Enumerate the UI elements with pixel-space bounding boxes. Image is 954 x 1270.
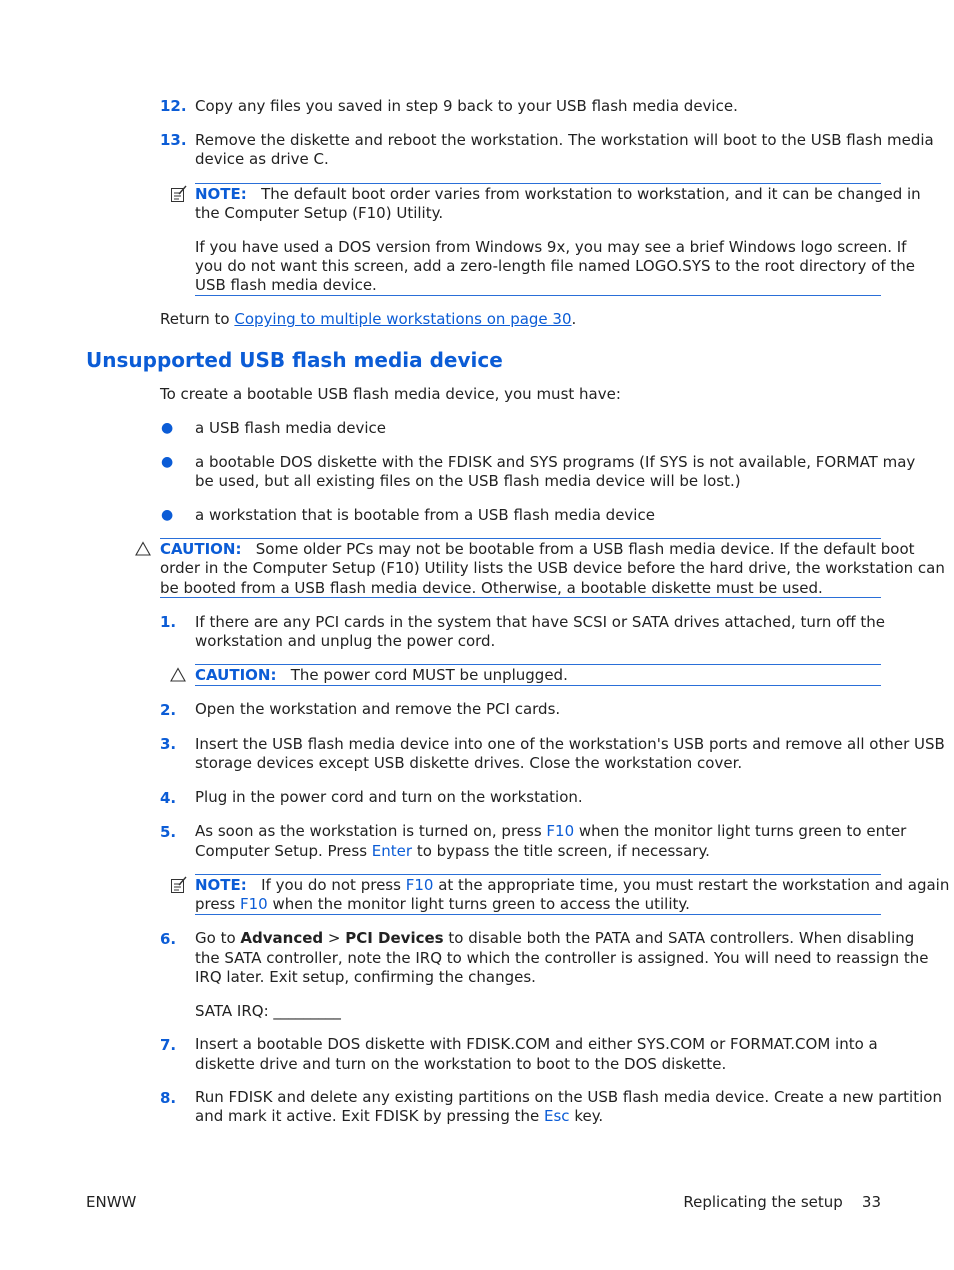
key-f10: F10 <box>546 822 575 840</box>
step-text-part: and mark it active. Exit FDISK by pressing the <box>195 1107 544 1125</box>
footer-section-title: Replicating the setup <box>683 1193 843 1211</box>
note-text: If you have used a DOS version from Windows 9x, you may see a brief Windows logo screen. If <box>195 238 907 256</box>
note-top-rule <box>195 874 881 875</box>
section-heading: Unsupported USB flash media device <box>86 348 503 372</box>
return-suffix: . <box>571 310 577 328</box>
step-text: workstation and unplug the power cord. <box>195 632 496 650</box>
footer-left: ENWW <box>86 1193 137 1211</box>
step-text: the SATA controller, note the IRQ to which the controller is assigned. You will need to reassign the <box>195 949 929 967</box>
step-text <box>195 929 914 948</box>
note-label: NOTE: <box>195 185 247 203</box>
return-prefix: Return to <box>160 310 235 328</box>
caution-label: CAUTION: <box>160 540 242 558</box>
step-text: Insert the USB flash media device into one of the workstation's USB ports and remove all other USB <box>195 735 945 753</box>
step-text-part: As soon as the workstation is turned on, press <box>195 822 547 840</box>
note-text: you do not want this screen, add a zero-length file named LOGO.SYS to the root directory of the <box>195 257 916 275</box>
caution-label: CAUTION: <box>195 666 277 684</box>
step-number: 4. <box>160 789 177 807</box>
sata-irq-field: SATA IRQ: _________ <box>195 1002 341 1020</box>
step-text <box>195 822 906 841</box>
intro-text: To create a bootable USB flash media device, you must have: <box>160 385 621 403</box>
note-text: If you do not press <box>261 876 406 894</box>
bullet-text: a workstation that is bootable from a USB flash media device <box>195 506 655 524</box>
note-text: when the monitor light turns green to access the utility. <box>267 895 690 913</box>
menu-pci-devices: PCI Devices <box>345 929 444 947</box>
bullet-text: a bootable DOS diskette with the FDISK and SYS programs (If SYS is not available, FORMAT may <box>195 453 916 471</box>
caution-triangle-icon <box>170 667 186 682</box>
bullet-icon: ● <box>161 420 174 436</box>
step-text: Open the workstation and remove the PCI cards. <box>195 700 561 718</box>
step-number: 7. <box>160 1036 177 1054</box>
step-text: diskette drive and turn on the workstation to boot to the DOS diskette. <box>195 1055 727 1073</box>
step-text: Plug in the power cord and turn on the workstation. <box>195 788 583 806</box>
step-text-part: Go to <box>195 929 241 947</box>
cross-reference-link[interactable]: Copying to multiple workstations on page 30 <box>234 310 572 328</box>
step-number: 13. <box>160 131 187 149</box>
caution-text: order in the Computer Setup (F10) Utility lists the USB device before the hard drive, the workstation can <box>160 559 945 577</box>
note-icon <box>170 876 188 894</box>
caution-text: The power cord MUST be unplugged. <box>290 666 568 684</box>
step-number: 2. <box>160 701 177 719</box>
caution-text: Some older PCs may not be bootable from a USB flash media device. If the default boot <box>255 540 915 558</box>
step-text: IRQ later. Exit setup, confirming the changes. <box>195 968 536 986</box>
note-icon <box>170 185 188 203</box>
bullet-icon: ● <box>161 507 174 523</box>
step-text-part: when the monitor light turns green to enter <box>574 822 907 840</box>
step-number: 3. <box>160 735 177 753</box>
key-enter: Enter <box>371 842 413 860</box>
note-label: NOTE: <box>195 876 247 894</box>
note-text: the Computer Setup (F10) Utility. <box>195 204 444 222</box>
page-number: 33 <box>861 1193 881 1211</box>
step-text: Run FDISK and delete any existing partitions on the USB flash media device. Create a new partition <box>195 1088 942 1106</box>
note-text: press <box>195 895 240 913</box>
step-text: Copy any files you saved in step 9 back to your USB flash media device. <box>195 97 738 115</box>
return-line <box>160 310 576 329</box>
step-text-part: Computer Setup. Press <box>195 842 372 860</box>
caution-text: be booted from a USB flash media device. Otherwise, a bootable diskette must be used. <box>160 579 823 597</box>
step-text: Remove the diskette and reboot the workstation. The workstation will boot to the USB flash media <box>195 131 934 149</box>
note-line <box>195 876 949 895</box>
step-text <box>195 842 710 861</box>
caution-bottom-rule <box>160 597 881 598</box>
step-text <box>195 1107 603 1126</box>
note-bottom-rule <box>195 914 881 915</box>
menu-separator: > <box>323 929 346 947</box>
caution-bottom-rule <box>195 685 881 686</box>
caution-triangle-icon <box>135 541 151 556</box>
note-text: USB flash media device. <box>195 276 377 294</box>
bullet-icon: ● <box>161 454 174 470</box>
step-number: 12. <box>160 97 187 115</box>
key-f10: F10 <box>405 876 434 894</box>
note-line <box>195 895 690 914</box>
step-number: 6. <box>160 930 177 948</box>
key-f10: F10 <box>240 895 268 913</box>
step-number: 5. <box>160 823 177 841</box>
caution-top-rule <box>195 664 881 665</box>
note-line <box>195 185 921 204</box>
step-text: storage devices except USB diskette drives. Close the workstation cover. <box>195 754 743 772</box>
key-esc: Esc <box>544 1107 570 1125</box>
menu-advanced: Advanced <box>240 929 324 947</box>
bullet-text: a USB flash media device <box>195 419 387 437</box>
step-number: 8. <box>160 1089 177 1107</box>
step-text-part: to disable both the PATA and SATA controllers. When disabling <box>443 929 915 947</box>
step-text: device as drive C. <box>195 150 329 168</box>
note-bottom-rule <box>195 295 881 296</box>
bullet-text: be used, but all existing files on the USB flash media device will be lost.) <box>195 472 741 490</box>
note-text: The default boot order varies from workstation to workstation, and it can be changed in <box>261 185 921 203</box>
footer-right <box>683 1193 881 1212</box>
step-text: If there are any PCI cards in the system that have SCSI or SATA drives attached, turn off the <box>195 613 886 631</box>
caution-line <box>160 540 915 559</box>
caution-top-rule <box>160 538 881 539</box>
step-text: Insert a bootable DOS diskette with FDISK.COM and either SYS.COM or FORMAT.COM into a <box>195 1035 878 1053</box>
note-text: at the appropriate time, you must restart the workstation and again <box>433 876 950 894</box>
step-number: 1. <box>160 613 177 631</box>
step-text-part: to bypass the title screen, if necessary. <box>412 842 710 860</box>
note-top-rule <box>195 183 881 184</box>
step-text-part: key. <box>569 1107 604 1125</box>
caution-line <box>195 666 568 685</box>
